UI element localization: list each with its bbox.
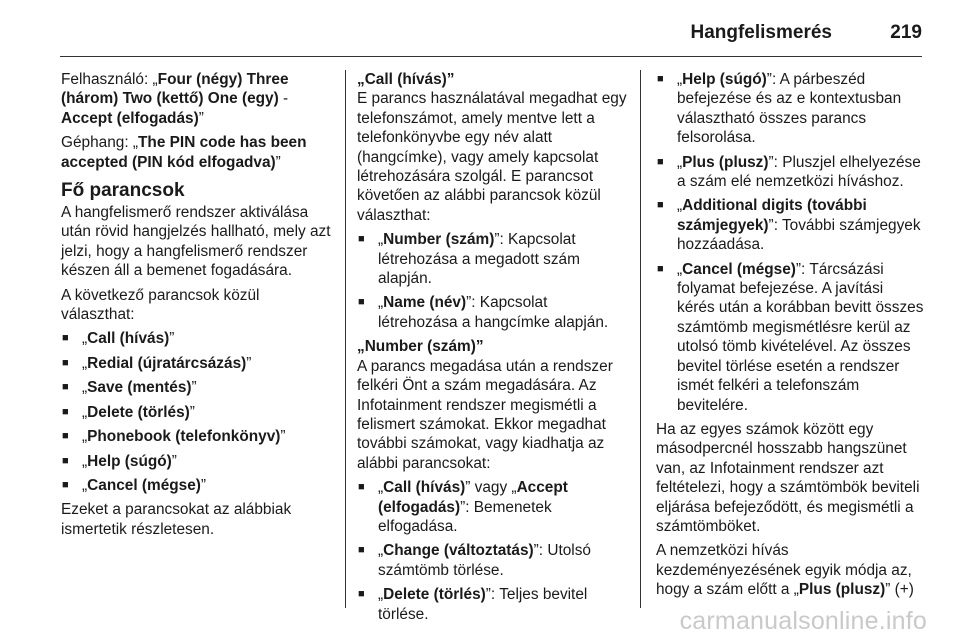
list-item: ■ „Help (súgó)” (61, 452, 333, 471)
column-2 (357, 70, 627, 629)
list-item: ■ „Phonebook (telefonkönyv)” (61, 427, 333, 446)
column-1 (61, 70, 333, 544)
page-title: Hangfelismerés (690, 22, 832, 43)
column-divider-1 (345, 70, 346, 608)
number-heading: „Number (szám)” (357, 338, 484, 356)
call-options-list (357, 230, 627, 332)
machine-line: Géphang: „The PIN code has been accepted (PIN kód elfogadva)” (61, 134, 307, 171)
list-item: ■ „Help (súgó)”: A párbeszéd befejezése és az e kontextusban választható összes parancs felsorolása. (656, 70, 924, 148)
list-item: ■ „Delete (törlés)” (61, 403, 333, 422)
number-paragraph: A parancs megadása után a rendszer felkéri Önt a szám megadására. Az Infotainment rendszer megismétli a felismert számokat. Ekkor megadhat további számokat, vagy kiadhatja az alábbi parancsokat: (357, 357, 613, 472)
list-item: ■ „Cancel (mégse)”: Tárcsázási folyamat befejezése. A javítási kérés után a korábban bevitt összes számtömb megismétlésre kerül az utolsó tömb kivételével. Az összes bevitel törlése esetén a rendszer ismét felkéri a telefonszám bevitelére. (656, 260, 924, 415)
column-3 (656, 70, 924, 605)
choose-paragraph: A következő parancsok közül választhat: (61, 286, 260, 324)
number-options-list (357, 478, 627, 624)
header-rule (60, 56, 922, 57)
international-paragraph: A nemzetközi hívás kezdeményezésének egyik módja az, hogy a szám előtt a „Plus (plusz)” (+) (656, 542, 914, 599)
closing-paragraph: Ezeket a parancsokat az alábbiak ismertetik részletesen. (61, 501, 292, 538)
call-paragraph: E parancs használatával megadhat egy telefonszámot, amely mentve lett a telefonkönyvbe egy név alatt (hangcímke), vagy amely kapcsolat létrehozására szolgál. E parancsot követően az alábbi parancsok közül választhat: (357, 90, 627, 224)
column-divider-2 (640, 70, 641, 608)
more-options-list (656, 70, 924, 415)
user-line: Felhasználó: „Four (négy) Three (három) Two (kettő) One (egy) - Accept (elfogadás)” (61, 71, 289, 127)
page-header (0, 0, 960, 58)
call-heading: „Call (hívás)” (357, 71, 455, 88)
list-item: ■ „Redial (újratárcsázás)” (61, 354, 333, 373)
watermark-text: carmanualsonline.info (679, 607, 927, 635)
intro-paragraph: A hangfelismerő rendszer aktiválása után rövid hangjelzés hallható, mely azt jelzi, hogy a hangfelismerő rendszer készen áll a bemenet fogadására. (61, 204, 331, 280)
list-item: ■ „Cancel (mégse)” (61, 476, 333, 495)
list-item: ■ „Delete (törlés)”: Teljes bevitel törlése. (357, 585, 627, 624)
list-item: ■ „Name (név)”: Kapcsolat létrehozása a hangcímke alapján. (357, 293, 627, 332)
list-item: ■ „Number (szám)”: Kapcsolat létrehozása a megadott szám alapján. (357, 230, 627, 288)
list-item: ■ „Call (hívás)” (61, 329, 333, 348)
list-item: ■ „Additional digits (további számjegyek)”: További számjegyek hozzáadása. (656, 196, 924, 254)
page-number: 219 (890, 22, 922, 43)
command-list (61, 329, 333, 495)
list-item: ■ „Change (változtatás)”: Utolsó számtömb törlése. (357, 541, 627, 580)
section-heading: Fő parancsok (61, 180, 185, 202)
pause-paragraph: Ha az egyes számok között egy másodpercnél hosszabb hangszünet van, az Infotainment rendszer azt feltételezi, hogy a számtömbök beviteli eljárása befejeződött, és megismétli a számtömböket. (656, 420, 920, 535)
list-item: ■ „Call (hívás)” vagy „Accept (elfogadás)”: Bemenetek elfogadása. (357, 478, 627, 536)
list-item: ■ „Save (mentés)” (61, 378, 333, 397)
list-item: ■ „Plus (plusz)”: Pluszjel elhelyezése a szám elé nemzetközi híváshoz. (656, 153, 924, 192)
